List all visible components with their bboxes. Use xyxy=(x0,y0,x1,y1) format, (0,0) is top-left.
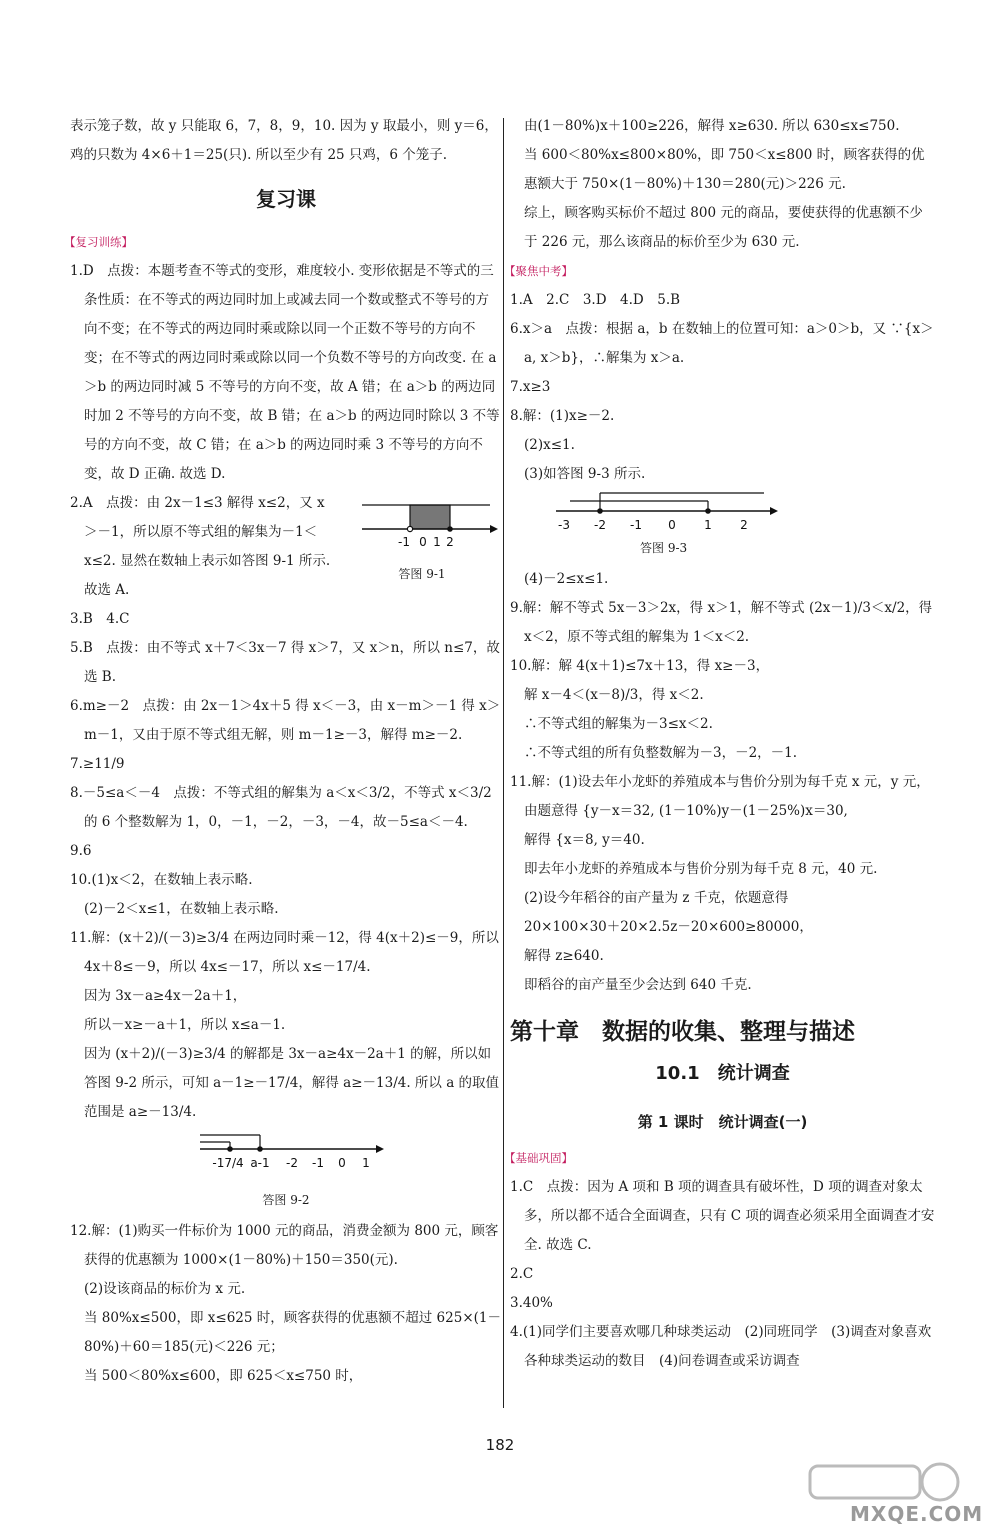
answer-12: 12.解：(1)购买一件标价为 1000 元的商品，消费金额为 800 元，顾客获得的优惠额为 1000×(1－80%)＋150＝350(元). xyxy=(70,1223,499,1268)
answer-12-continued: 当 600＜80%x≤800×80%，即 750＜x≤800 时，顾客获得的优惠额大于 750×(1－80%)＋130＝280(元)＞226 元. xyxy=(524,147,925,192)
tick-label: -3 xyxy=(558,518,570,532)
tick-label: -1 xyxy=(398,535,410,549)
tick-label: a-1 xyxy=(250,1156,270,1170)
answer-8: 8.－5≤a＜－4 点拨：不等式组的解集为 a＜x＜3/2，不等式 x＜3/2 的 6 个整数解为 1，0，－1，－2，－3，－4，故－5≤a＜－4. xyxy=(70,785,492,830)
watermark-text: MXQE.COM xyxy=(850,1502,984,1526)
number-line-9-2 xyxy=(190,1127,390,1187)
answer-8-4: (4)－2≤x≤1. xyxy=(524,571,609,587)
answer-6: 6.m≥－2 点拨：由 2x－1＞4x＋5 得 x＜－3，由 x－m＞－1 得 x＞m－1，又由于原不等式组无解，则 m－1≥－3，解得 m≥－2. xyxy=(70,698,501,743)
answer-12-step: 当 80%x≤500，即 x≤625 时，顾客获得的优惠额不超过 625×(1－80%)＋60＝185(元)＜226 元； xyxy=(84,1310,501,1355)
paragraph: 表示笼子数，故 y 只能取 6，7，8，9，10. 因为 y 取最小，则 y＝6，鸡的只数为 4×6＋1＝25(只). 所以至少有 25 只鸡，6 个笼子. xyxy=(70,118,498,163)
figure-9-1 xyxy=(342,489,502,591)
answer-10-step: 解 x－4＜(x－8)/3，得 x＜2. xyxy=(524,687,704,703)
tick-label: -2 xyxy=(286,1156,298,1170)
answer-9: 9.解：解不等式 5x－3＞2x，得 x＞1，解不等式 (2x－1)/3＜x/2，得 x＜2，原不等式组的解集为 1＜x＜2. xyxy=(510,600,933,645)
tick-label: 2 xyxy=(446,535,454,549)
answer-11-conclusion: 即稻谷的亩产量至少会达到 640 千克. xyxy=(524,977,752,993)
answer-11-conclusion: 因为 (x＋2)/(－3)≥3/4 的解都是 3x－a≥4x－2a＋1 的解，所以如答图 9-2 所示，可知 a－1≥－17/4，解得 a≥－13/4. 所以 a 的取值范围是 a≥－13/4. xyxy=(84,1046,500,1120)
tick-label: -1 xyxy=(630,518,642,532)
answer-9: 9.6 xyxy=(70,843,92,859)
tick-label: 0 xyxy=(668,518,676,532)
tick-label: -1 xyxy=(312,1156,324,1170)
answer-11-step: 20×100×30＋20×2.5z－20×600≥80000， xyxy=(524,919,813,935)
left-column xyxy=(64,112,502,1391)
right-column xyxy=(504,112,935,1376)
answer-11-step: 解得 z≥640. xyxy=(524,948,604,964)
answer-5: 5.B 点拨：由不等式 x＋7＜3x－7 得 x＞7，又 x＞n，所以 n≤7，故选 B. xyxy=(70,640,500,685)
answer-11-step: 所以－x≥－a＋1，所以 x≤a－1. xyxy=(84,1017,286,1033)
answer-11-step: (2)设今年稻谷的亩产量为 z 千克，依题意得 xyxy=(524,890,789,906)
tick-label: 2 xyxy=(740,518,748,532)
tick-label: 1 xyxy=(433,535,441,549)
answer-11-solution: 解得 {x＝8, y＝40. xyxy=(524,832,645,848)
column-divider xyxy=(503,118,504,1408)
answer-8-3: (3)如答图 9-3 所示. xyxy=(524,466,646,482)
answer-8-2: (2)x≤1. xyxy=(524,437,575,453)
tick-label: 1 xyxy=(704,518,712,532)
answer-2-block xyxy=(70,489,502,605)
answer-11-step: 因为 3x－a≥4x－2a＋1， xyxy=(84,988,247,1004)
answer-10-step: ∴不等式组的解集为－3≤x＜2. xyxy=(524,716,713,732)
chapter-title: 第十章 数据的收集、整理与描述 xyxy=(510,1019,855,1045)
answers-1-5: 1.A 2.C 3.D 4.D 5.B xyxy=(510,292,681,308)
answer-3: 3.40% xyxy=(510,1295,553,1311)
answer-7: 7.≥11/9 xyxy=(70,756,125,772)
section-title-review: 复习课 xyxy=(256,187,316,211)
answer-10-step: ∴不等式组的所有负整数解为－3，－2，－1. xyxy=(524,745,798,761)
answer-11: 11.解：(1)设去年小龙虾的养殖成本与售价分别为每千克 x 元，y 元， xyxy=(510,774,930,790)
section-title: 10.1 统计调查 xyxy=(655,1063,790,1084)
answer-1: 1.D 点拨：本题考查不等式的变形，难度较小. 变形依据是不等式的三条性质：在不等式的两边同时加上或减去同一个数或整式不等号的方向不变；在不等式的两边同时乘或除以同一个正数不等号的方向不变；在不等式的两边同时乘或除以同一个负数不等号的方向改变. 在 a＞b 的两边同时减 5 不等号的方向不变，故 A 错；在 a＞b 的两边同时加 2 不等号的方向不变，故 B 错；在 a＞b 的两边同时除以 3 不等号的方向不变，故 C 错；在 a＞b 的两边同时乘 3 不等号的方向不变，故 D 正确. 故选 D. xyxy=(70,263,500,482)
figure-caption: 答图 9-1 xyxy=(398,567,446,581)
answer-3-4: 3.B 4.C xyxy=(70,611,130,627)
figure-caption: 答图 9-2 xyxy=(262,1193,310,1207)
answer-6: 6.x＞a 点拨：根据 a，b 在数轴上的位置可知：a＞0＞b，又 ∵{x＞a, x＞b}，∴解集为 x＞a. xyxy=(510,321,934,366)
figure-caption: 答图 9-3 xyxy=(640,541,688,555)
tag-basic-consolidation: 【基础巩固】 xyxy=(504,1151,573,1165)
tick-label: 1 xyxy=(362,1156,370,1170)
answer-11-step: 即去年小龙虾的养殖成本与售价分别为每千克 8 元，40 元. xyxy=(524,861,878,877)
answer-4: 4.(1)同学们主要喜欢哪几种球类运动 (2)同班同学 (3)调查对象喜欢各种球类运动的数目 (4)问卷调查或采访调查 xyxy=(510,1324,932,1369)
answer-1: 1.C 点拨：因为 A 项和 B 项的调查具有破坏性，D 项的调查对象太多，所以都不适合全面调查，只有 C 项的调查必须采用全面调查才安全. 故选 C. xyxy=(510,1179,935,1253)
figure-9-3 xyxy=(510,489,935,535)
tag-exam-focus: 【聚焦中考】 xyxy=(504,264,573,278)
answer-8-1: 8.解：(1)x≥－2. xyxy=(510,408,615,424)
lesson-title: 第 1 课时 统计调查(一) xyxy=(637,1113,808,1131)
answer-12-continued: 由(1－80%)x＋100≥226，解得 x≥630. 所以 630≤x≤750. xyxy=(524,118,900,134)
tag-review-practice: 【复习训练】 xyxy=(64,235,133,249)
tick-label: -17/4 xyxy=(212,1156,244,1170)
answer-2: 2.A 点拨：由 2x－1≤3 解得 x≤2，又 x＞－1，所以原不等式组的解集为－1＜x≤2. 显然在数轴上表示如答图 9-1 所示. 故选 A. xyxy=(70,495,331,598)
answer-7: 7.x≥3 xyxy=(510,379,551,395)
figure-9-2 xyxy=(70,1127,502,1187)
tick-label: 0 xyxy=(419,535,427,549)
answer-11: 11.解：(x＋2)/(－3)≥3/4 在两边同时乘－12，得 4(x＋2)≤－9，所以 4x＋8≤－9，所以 4x≤－17，所以 x≤－17/4. xyxy=(70,930,499,975)
tick-label: -2 xyxy=(594,518,606,532)
page-number: 182 xyxy=(485,1436,515,1454)
answer-10-1: 10.(1)x＜2，在数轴上表示略. xyxy=(70,872,253,888)
answer-2: 2.C xyxy=(510,1266,534,1282)
answer-11-system: 由题意得 {y－x＝32, (1－10%)y－(1－25%)x＝30, xyxy=(524,803,848,819)
number-line-9-1 xyxy=(342,489,502,561)
answer-12-conclusion: 综上，顾客购买标价不超过 800 元的商品，要使获得的优惠额不少于 226 元，那么该商品的标价至少为 630 元. xyxy=(524,205,923,250)
answer-12-step: 当 500＜80%x≤600，即 625＜x≤750 时， xyxy=(84,1368,363,1384)
answer-10-2: (2)－2＜x≤1，在数轴上表示略. xyxy=(84,901,279,917)
answer-10: 10.解：解 4(x＋1)≤7x＋13，得 x≥－3， xyxy=(510,658,770,674)
tick-label: 0 xyxy=(338,1156,346,1170)
answer-12-step: (2)设该商品的标价为 x 元. xyxy=(84,1281,246,1297)
number-line-9-3 xyxy=(546,489,786,535)
